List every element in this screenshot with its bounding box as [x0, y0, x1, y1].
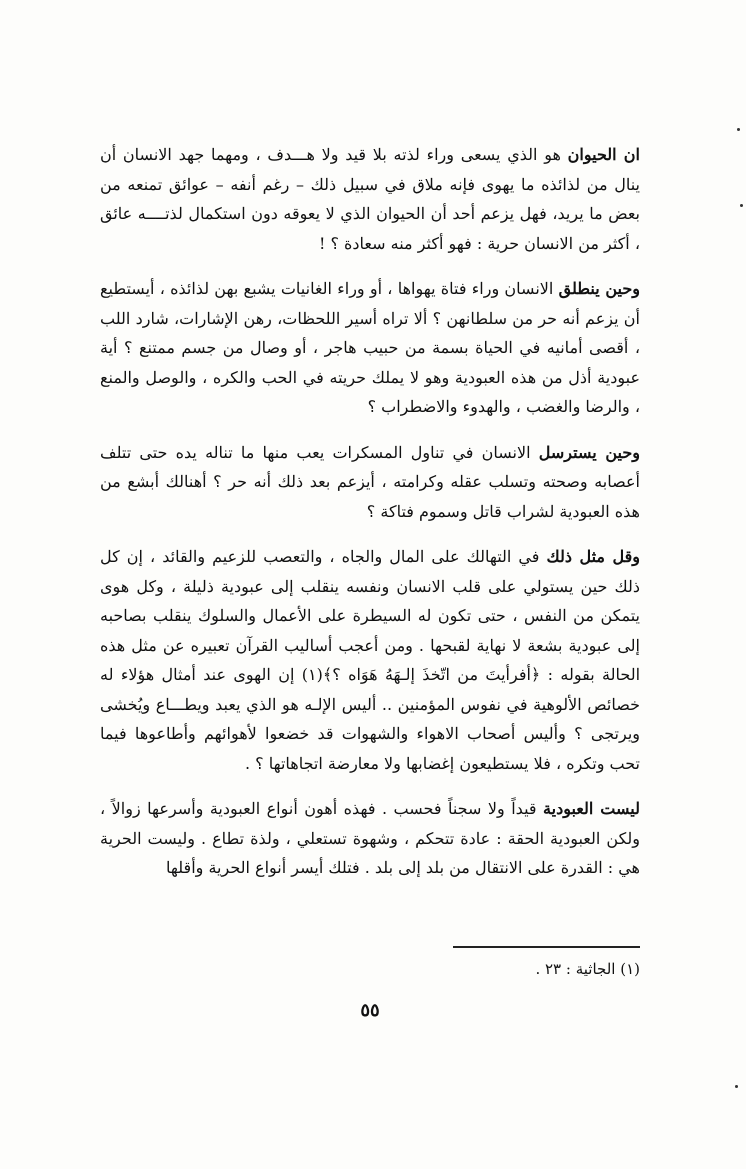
- paragraph-1: [100, 140, 640, 258]
- paragraph-lead: وحين ينطلق: [558, 279, 640, 298]
- paragraph-text: الانسان في تناول المسكرات يعب منها ما تناله يده حتى تتلف أعصابه وصحته وتسلب عقله وكرامته ، أيزعم بعد ذلك أنه حر ؟ أهنالك أبشع من هذه العبودية لشراب قاتل وسموم فتاكة ؟: [100, 442, 640, 521]
- paragraph-lead: ان الحيوان: [567, 145, 641, 164]
- paragraph-3: [100, 438, 640, 527]
- paragraph-4: [100, 542, 640, 778]
- paragraph-text: في التهالك على المال والجاه ، والتعصب للزعيم والقائد ، إن كل ذلك حين يستولي على قلب الانسان ونفسه ينقلب إلى عبودية ذليلة ، وكل هوى يتمكن من النفس ، حتى تكون له السيطرة على الأعمال والسلوك ينقلب بصاحبه إلى عبودية بشعة لا نهاية لقبحها . ومن أعجب أساليب القرآن تعبيره عن مثل هذه الحالة بقوله : ﴿أفرأيتَ من اتّخذَ إلـهَهُ هَوَاه ؟﴾(١) إن الهوى عند أمثال هؤلاء له خصائص الألوهية في نفوس المؤمنين .. أليس الإلـه هو الذي يعبد ويطـــاع ويُخشى ويرتجى ؟ وأليس أصحاب الاهواء والشهوات قد خضعوا لأهوائهم وأطاعوها فيما تحب وتكره ، فلا يستطيعون إغضابها ولا معارضة اتجاهاتها ؟ .: [100, 547, 641, 773]
- paragraph-5: [100, 794, 640, 883]
- scan-speck: [737, 128, 740, 131]
- footnote: (١) الجاثية : ٢٣ .: [535, 960, 640, 978]
- paragraph-text: الانسان وراء فتاة يهواها ، أو وراء الغانيات يشبع بهن لذائذه ، أيستطيع أن يزعم أنه حر من سلطانهن ؟ ألا تراه أسير اللحظات، رهن الإشارات، شارد اللب ، أقصى أمانيه في الحياة بسمة من حبيب هاجر ، أو وصال من جسم ممتنع ؟ أية عبودية أذل من هذه العبودية وهو لا يملك حريته في الحب والكره ، والوصل والمنع ، والرضا والغضب ، والهدوء والاضطراب ؟: [100, 279, 641, 416]
- paragraph-lead: وحين يسترسل: [538, 442, 640, 462]
- main-text: [100, 140, 640, 899]
- paragraph-text: هو الذي يسعى وراء لذته بلا قيد ولا هـــدف ، ومهما جهد الانسان أن ينال من لذائذه ما يهوى فإنه ملاق في سبيل ذلك – رغم أنفه – عوائق تمنعه من بعض ما يريد، فهل يزعم أحد أن الحيوان الذي لا يعوقه دون استكمال لذتــــه عائق ، أكثر من الانسان حرية : فهو أكثر منه سعادة ؟ !: [100, 145, 640, 253]
- page-number: ٥٥: [360, 1000, 380, 1021]
- scan-speck: [740, 204, 743, 207]
- scan-speck: [735, 1085, 738, 1088]
- paragraph-lead: ليست العبودية: [543, 799, 640, 818]
- paragraph-text: قيداً ولا سجناً فحسب . فهذه أهون أنواع العبودية وأسرعها زوالاً ، ولكن العبودية الحقة : عادة تتحكم ، وشهوة تستعلي ، ولذة تطاع . وليست الحرية هي : القدرة على الانتقال من بلد إلى بلد . فتلك أيسر أنواع الحرية وأقلها: [100, 799, 640, 877]
- footnote-divider: [453, 946, 640, 948]
- paragraph-2: [100, 274, 640, 422]
- paragraph-lead: وقل مثل ذلك: [546, 547, 640, 566]
